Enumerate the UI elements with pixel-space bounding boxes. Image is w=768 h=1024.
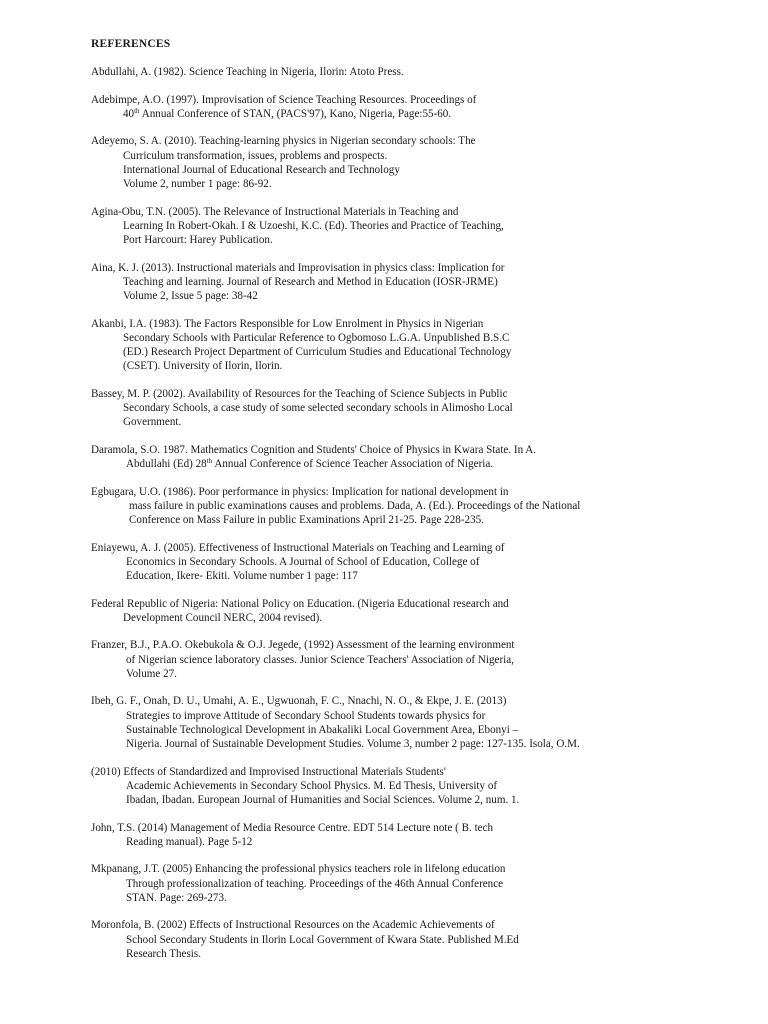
references-list <box>91 65 691 961</box>
reference-first-line: Eniayewu, A. J. (2005). Effectiveness of Instructional Materials on Teaching and Learning of <box>91 541 505 554</box>
reference-continuation-line: Secondary Schools with Particular Reference to Ogbomoso L.G.A. Unpublished B.S.C <box>123 331 510 344</box>
reference-continuation-line: of Nigerian science laboratory classes. Junior Science Teachers' Association of Nigeria, <box>126 653 514 666</box>
reference-continuation-line: mass failure in public examinations causes and problems. Dada, A. (Ed.). Proceedings of the National <box>129 499 581 512</box>
reference-first-line: Agina-Obu, T.N. (2005). The Relevance of Instructional Materials in Teaching and <box>91 205 459 218</box>
reference-continuation-line: Volume 2, Issue 5 page: 38-42 <box>123 290 258 302</box>
reference-continuation-line: School Secondary Students in Ilorin Local Government of Kwara State. Published M.Ed <box>126 933 519 946</box>
reference-entry <box>91 765 691 808</box>
reference-entry <box>91 261 691 304</box>
reference-entry <box>91 597 691 625</box>
reference-entry <box>91 821 691 849</box>
reference-first-line: Abdullahi, A. (1982). Science Teaching in Nigeria, Ilorin: Atoto Press. <box>91 66 404 78</box>
reference-continuation-line: Academic Achievements in Secondary School Physics. M. Ed Thesis, University of <box>126 779 498 792</box>
reference-entry <box>91 694 691 751</box>
reference-continuation-line: Sustainable Technological Development in Abakaliki Local Government Area, Ebonyi – <box>126 723 519 736</box>
reference-entry <box>91 443 691 471</box>
reference-continuation-line: Strategies to improve Attitude of Secondary School Students towards physics for <box>126 709 486 722</box>
reference-first-line: Adeyemo, S. A. (2010). Teaching-learning physics in Nigerian secondary schools: The <box>91 135 476 148</box>
reference-continuation-line: Teaching and learning. Journal of Research and Method in Education (IOSR-JRME) <box>123 275 498 288</box>
reference-entry <box>91 387 691 430</box>
reference-entry <box>91 93 691 121</box>
reference-continuation-line: STAN. Page: 269-273. <box>126 891 227 904</box>
reference-continuation-line: Curriculum transformation, issues, problems and prospects. <box>123 149 388 162</box>
reference-first-line: Egbugara, U.O. (1986). Poor performance in physics: Implication for national development in <box>91 485 509 498</box>
reference-entry <box>91 485 691 528</box>
ordinal-suffix: th <box>206 457 213 465</box>
reference-continuation-line: Abdullahi (Ed) 28th Annual Conference of Science Teacher Association of Nigeria. <box>126 457 494 470</box>
reference-continuation-line: Secondary Schools, a case study of some selected secondary schools in Alimosho Local <box>123 402 513 414</box>
reference-entry <box>91 134 691 191</box>
reference-first-line: Bassey, M. P. (2002). Availability of Resources for the Teaching of Science Subjects in Public <box>91 387 508 400</box>
reference-continuation-line: Economics in Secondary Schools. A Journal of School of Education, College of <box>126 555 480 568</box>
reference-first-line: John, T.S. (2014) Management of Media Resource Centre. EDT 514 Lecture note ( B. tech <box>91 821 494 834</box>
reference-continuation-line: Development Council NERC, 2004 revised). <box>123 611 323 624</box>
document-page <box>91 38 691 974</box>
reference-first-line: Adebimpe, A.O. (1997). Improvisation of Science Teaching Resources. Proceedings of <box>91 93 477 106</box>
reference-entry <box>91 205 691 248</box>
reference-continuation-line: Conference on Mass Failure in public Examinations April 21-25. Page 228-235. <box>129 514 484 526</box>
reference-first-line: Akanbi, I.A. (1983). The Factors Responsible for Low Enrolment in Physics in Nigerian <box>91 317 484 330</box>
reference-entry <box>91 862 691 905</box>
reference-first-line: (2010) Effects of Standardized and Improvised Instructional Materials Students' <box>91 765 446 778</box>
reference-continuation-line: Through professionalization of teaching. Proceedings of the 46th Annual Conference <box>126 877 504 890</box>
reference-first-line: Aina, K. J. (2013). Instructional materials and Improvisation in physics class: Implication for <box>91 261 505 274</box>
reference-first-line: Franzer, B.J., P.A.O. Okebukola & O.J. Jegede, (1992) Assessment of the learning environment <box>91 639 515 652</box>
reference-entry <box>91 541 691 584</box>
reference-continuation-line: International Journal of Educational Research and Technology <box>123 163 400 176</box>
reference-continuation-line: Ibadan, Ibadan. European Journal of Humanities and Social Sciences. Volume 2, num. 1. <box>126 794 520 806</box>
reference-continuation-line: Learning In Robert-Okah. I & Uzoeshi, K.C. (Ed). Theories and Practice of Teaching, <box>123 219 504 232</box>
reference-first-line: Federal Republic of Nigeria: National Policy on Education. (Nigeria Educational research and <box>91 597 509 610</box>
references-heading: REFERENCES <box>91 38 171 50</box>
ordinal-suffix: th <box>134 106 140 115</box>
reference-entry <box>91 638 691 681</box>
reference-continuation-line: Port Harcourt: Harey Publication. <box>123 234 273 246</box>
reference-continuation-line: Government. <box>123 416 182 429</box>
reference-first-line: Ibeh, G. F., Onah, D. U., Umahi, A. E., Ugwuonah, F. C., Nnachi, N. O., & Ekpe, J. E. (2013) <box>91 695 507 708</box>
reference-first-line: Moronfola, B. (2002) Effects of Instructional Resources on the Academic Achievements of <box>91 919 495 932</box>
reference-entry <box>91 918 691 961</box>
reference-entry <box>91 317 691 374</box>
reference-continuation-line: Education, Ikere- Ekiti. Volume number 1 page: 117 <box>126 570 358 582</box>
reference-continuation-line: Reading manual). Page 5-12 <box>126 835 253 848</box>
reference-first-line: Daramola, S.O. 1987. Mathematics Cognition and Students' Choice of Physics in Kwara State. In A. <box>91 443 537 456</box>
reference-continuation-line: (CSET). University of Ilorin, Ilorin. <box>123 360 283 373</box>
reference-continuation-line: Research Thesis. <box>126 947 201 960</box>
reference-continuation-line: 40th Annual Conference of STAN, (PACS'97), Kano, Nigeria, Page:55-60. <box>123 106 452 120</box>
reference-continuation-line: Nigeria. Journal of Sustainable Development Studies. Volume 3, number 2 page: 127-135. Isola, O.M. <box>126 738 580 750</box>
reference-entry <box>91 65 691 79</box>
reference-continuation-line: (ED.) Research Project Department of Curriculum Studies and Educational Technology <box>123 346 512 358</box>
reference-continuation-line: Volume 27. <box>126 667 177 680</box>
reference-first-line: Mkpanang, J.T. (2005) Enhancing the professional physics teachers role in lifelong education <box>91 863 506 876</box>
reference-continuation-line: Volume 2, number 1 page: 86-92. <box>123 178 272 190</box>
